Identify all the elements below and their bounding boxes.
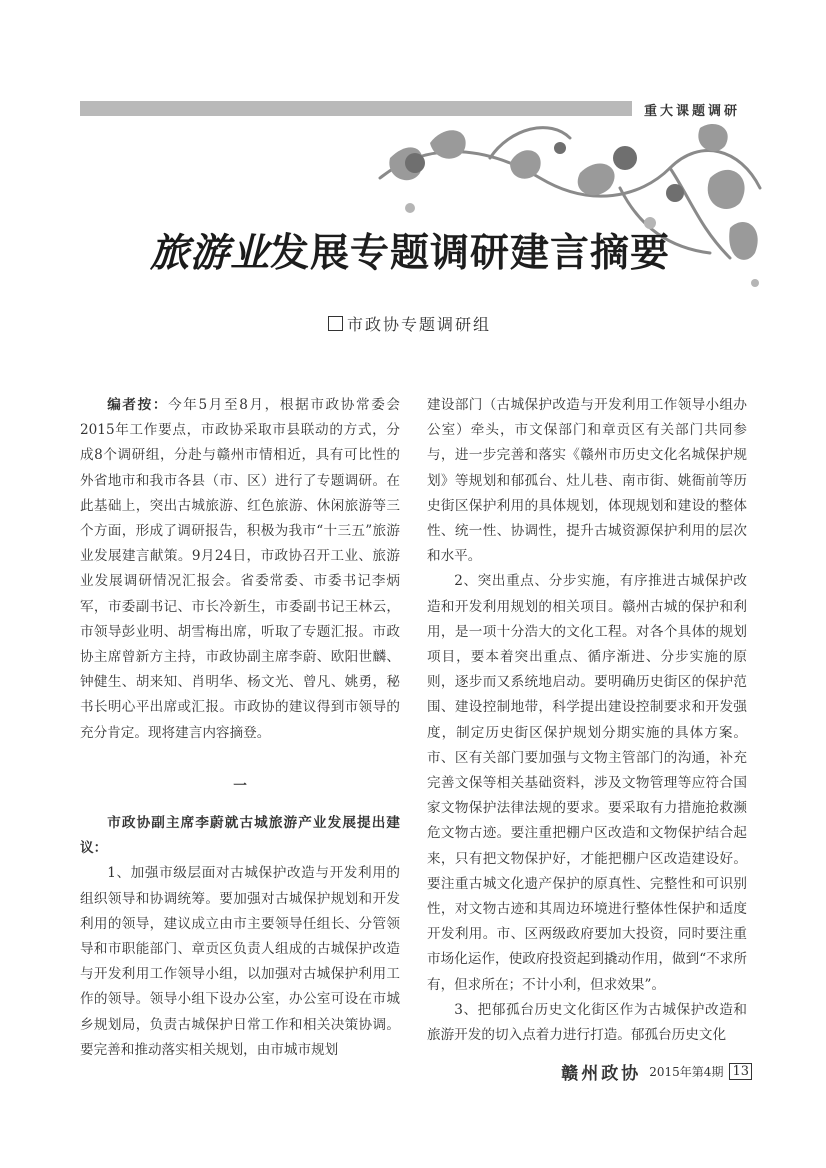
section-label: 重大课题调研	[644, 104, 741, 119]
paragraph: 2、突出重点、分步实施，有序推进古城保护改造和开发利用规划的相关项目。赣州古城的保护和利用，是一项十分浩大的文化工程。对各个具体的规划项目，要本着突出重点、循序渐进、分步实施的原则，逐步而又系统地启动。要明确历史街区的保护范围、建设控制地带，科学提出建设控制要求和开发强度，制定历史街区保护规划分期实施的具体方案。市、区有关部门要加强与文物主管部门的沟通，补充完善文保等相关基础资料，涉及文物管理等应符合国家文物保护法律法规的要求。要采取有力措施抢救濒危文物古迹。要注重把棚户区改造和文物保护结合起来，只有把文物保护好，才能把棚户区改造建设好。要注重古城文化遗产保护的原真性、完整性和可识别性，对文物古迹和其周边环境进行整体性保护和适度开发利用。市、区两级政府要加大投资，同时要注重市场化运作，使政府投资起到撬动作用，做到“不求所有，但求所在；不计小利，但求效果”。	[427, 573, 747, 993]
byline	[328, 312, 491, 335]
magazine-name: 赣州政协	[561, 1064, 642, 1084]
paragraph: 建设部门（古城保护改造与开发利用工作领导小组办公室）牵头，市文保部门和章贡区有关部门共同参与，进一步完善和落实《赣州市历史文化名城保护规划》等规划和郁孤台、灶儿巷、南市街、姚衙前等历史街区保护利用的具体规划，体现规划和建设的整体性、统一性、协调性，提升古城资源保护利用的层次和水平。	[427, 397, 747, 565]
paragraph: 1、加强市级层面对古城保护改造与开发利用的组织领导和协调统筹。要加强对古城保护规划和开发利用的领导，建议成立由市主要领导任组长、分管领导和市职能部门、章贡区负责人组成的古城保护改造与开发利用工作领导小组，以加强对古城保护利用工作的领导。领导小组下设办公室，办公室可设在市城乡规划局，负责古城保护日常工作和相关决策协调。要完善和推动落实相关规划，由市城市规划	[80, 865, 400, 1058]
issue-label: 2015年第4期	[649, 1065, 724, 1079]
section-number: 一	[233, 777, 247, 794]
title-rest: 发展专题调研建言摘要	[270, 230, 671, 276]
right-column	[427, 393, 747, 1048]
left-column	[80, 393, 400, 1063]
page-number: 13	[729, 1063, 752, 1080]
byline-box-icon	[328, 316, 343, 331]
editor-note	[80, 393, 400, 746]
section-subhead: 市政协副主席李蔚就古城旅游产业发展提出建议：	[80, 815, 400, 857]
footer	[561, 1059, 752, 1084]
editor-text: 今年5月至8月，根据市政协常委会2015年工作要点，市政协采取市县联动的方式，分成8个调研组，分赴与赣州市情相近，具有可比性的外省地市和我市各县（市、区）进行了专题调研。在此基础上，突出古城旅游、红色旅游、休闲旅游等三个方面，形成了调研报告，积极为我市“十三五”旅游业发展建言献策。9月24日，市政协召开工业、旅游业发展调研情况汇报会。省委常委、市委书记李炳军，市委副书记、市长冷新生，市委副书记王林云，市领导彭业明、胡雪梅出席，听取了专题汇报。市政协主席曾新方主持，市政协副主席李蔚、欧阳世麟、钟健生、胡来知、肖明华、杨文光、曾凡、姚勇，秘书长明心平出席或汇报。市政协的建议得到市领导的充分肯定。现将建言内容摘登。	[80, 397, 401, 741]
byline-text: 市政协专题调研组	[347, 315, 492, 334]
article-title	[150, 222, 710, 278]
header-bar	[80, 101, 632, 116]
paragraph: 3、把郁孤台历史文化街区作为古城保护改造和旅游开发的切入点着力进行打造。郁孤台历史文化	[427, 1001, 747, 1044]
editor-label: 编者按：	[107, 397, 169, 413]
title-decorative: 旅游业	[150, 230, 271, 276]
